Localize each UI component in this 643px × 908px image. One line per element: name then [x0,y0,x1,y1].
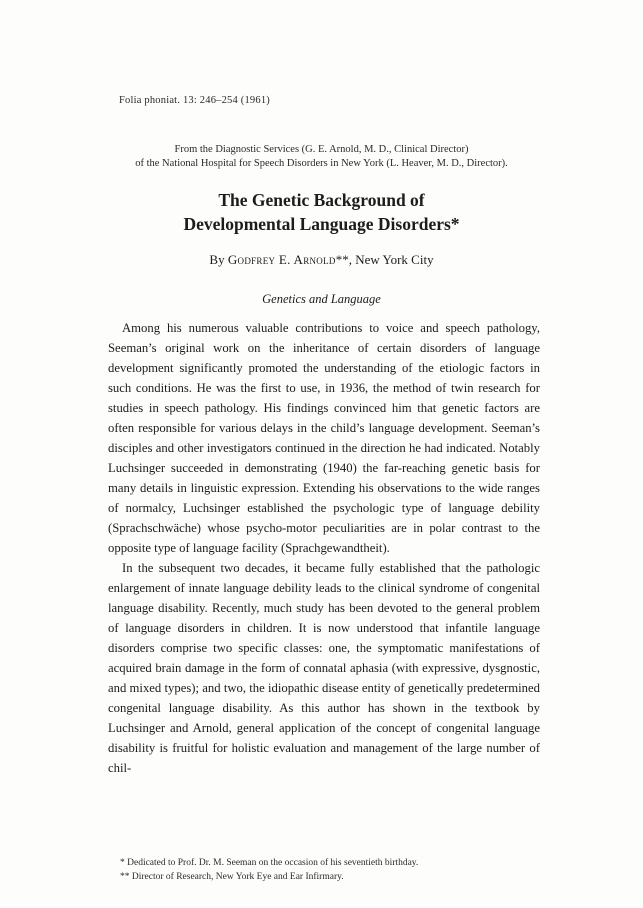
footnote-author-role: ** Director of Research, New York Eye and Ear Infirmary. [120,872,344,882]
article-body [108,318,540,778]
article-title-line-2: Developmental Language Disorders* [183,214,460,234]
affiliation-line-1: From the Diagnostic Services (G. E. Arnold, M. D., Clinical Director) [174,144,469,155]
author-location: , New York City [348,252,434,267]
affiliation-line-2: of the National Hospital for Speech Disorders in New York (L. Heaver, M. D., Director). [135,158,508,169]
author-byline [60,252,583,268]
journal-citation: Folia phoniat. 13: 246–254 (1961) [119,95,270,106]
footnote-dedication: * Dedicated to Prof. Dr. M. Seeman on the occasion of his seventieth birthday. [120,858,419,868]
article-title-line-1: The Genetic Background of [218,190,425,210]
author-name: Godfrey E. Arnold [227,252,336,267]
author-footnote-mark: ** [335,252,349,267]
byline-prefix: By [209,252,225,267]
body-paragraph-1: Among his numerous valuable contributions to voice and speech pathology, Seeman’s original work on the inheritance of certain disorders of language development significantly promoted the understanding of the etiologic factors in such conditions. He was the first to use, in 1936, the method of twin research for studies in speech pathology. His findings convinced him that genetic factors are often responsible for various delays in the child’s language development. Seeman’s disciples and other investigators continued in the direction he had indicated. Notably Luchsinger succeeded in demonstrating (1940) the far-reaching genetic basis for many details in linguistic expression. Extending his observations to the wide ranges of normalcy, Luchsinger established the psychologic type of language debility (Sprachschwäche) whose psycho-motor peculiarities are in polar contrast to the opposite type of language facility (Sprachgewandtheit). [108,321,540,555]
body-paragraph-2: In the subsequent two decades, it became fully established that the pathologic enlargement of innate language debility leads to the clinical syndrome of congenital language disability. Recently, much study has been devoted to the general problem of language disorders in children. It is now understood that infantile language disorders comprise two specific classes: one, the symptomatic manifestations of acquired brain damage in the form of connatal aphasia (with expressive, dysgnostic, and mixed types); and two, the idiopathic disease entity of genetically predetermined congenital language disability. As this author has shown in the textbook by Luchsinger and Arnold, general application of the concept of congenital language disability is fruitful for holistic evaluation and management of the large number of chil- [108,561,540,775]
section-heading: Genetics and Language [262,292,381,306]
